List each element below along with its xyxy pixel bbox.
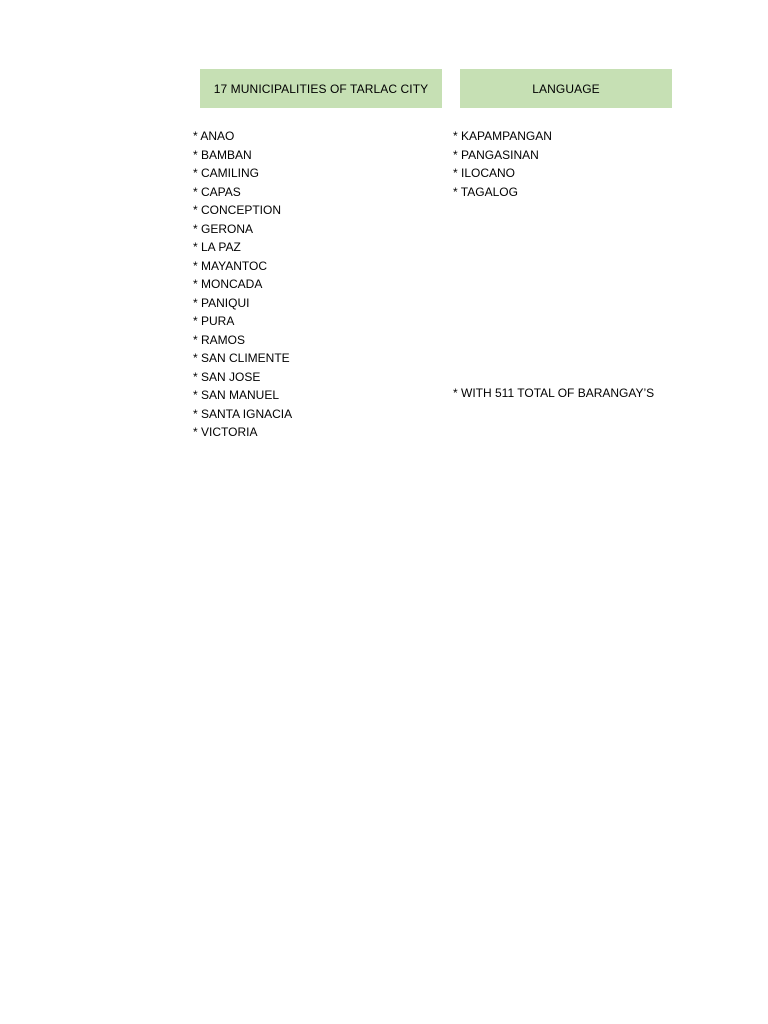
language-list [453, 127, 552, 201]
list-item: * VICTORIA [193, 425, 258, 439]
list-item: * TAGALOG [453, 184, 518, 199]
municipality-list [193, 127, 292, 442]
list-item: * ANAO [193, 129, 235, 143]
municipalities-header [200, 69, 442, 108]
list-item: * SAN CLIMENTE [193, 351, 290, 365]
list-item: * GERONA [193, 221, 254, 236]
list-item: * MONCADA [193, 277, 263, 291]
list-item: * ILOCANO [453, 166, 516, 180]
list-item: * CAPAS [193, 184, 241, 199]
list-item: * CAMILING [193, 166, 260, 180]
list-item: * BAMBAN [193, 147, 252, 162]
list-item: * PANIQUI [193, 295, 250, 310]
municipalities-header-label: 17 MUNICIPALITIES OF TARLAC CITY [213, 81, 429, 96]
language-header-label: LANGUAGE [532, 81, 600, 96]
list-item: * LA PAZ [193, 240, 241, 254]
barangay-note: * WITH 511 TOTAL OF BARANGAY’S [453, 386, 655, 400]
list-item: * SAN JOSE [193, 369, 261, 384]
list-item: * KAPAMPANGAN [453, 129, 552, 143]
list-item: * SAN MANUEL [193, 388, 280, 402]
list-item: * PANGASINAN [453, 147, 539, 162]
list-item: * CONCEPTION [193, 203, 282, 217]
list-item: * PURA [193, 314, 235, 328]
list-item: * RAMOS [193, 332, 246, 347]
language-header [460, 69, 672, 108]
list-item: * SANTA IGNACIA [193, 406, 293, 421]
list-item: * MAYANTOC [193, 258, 268, 273]
